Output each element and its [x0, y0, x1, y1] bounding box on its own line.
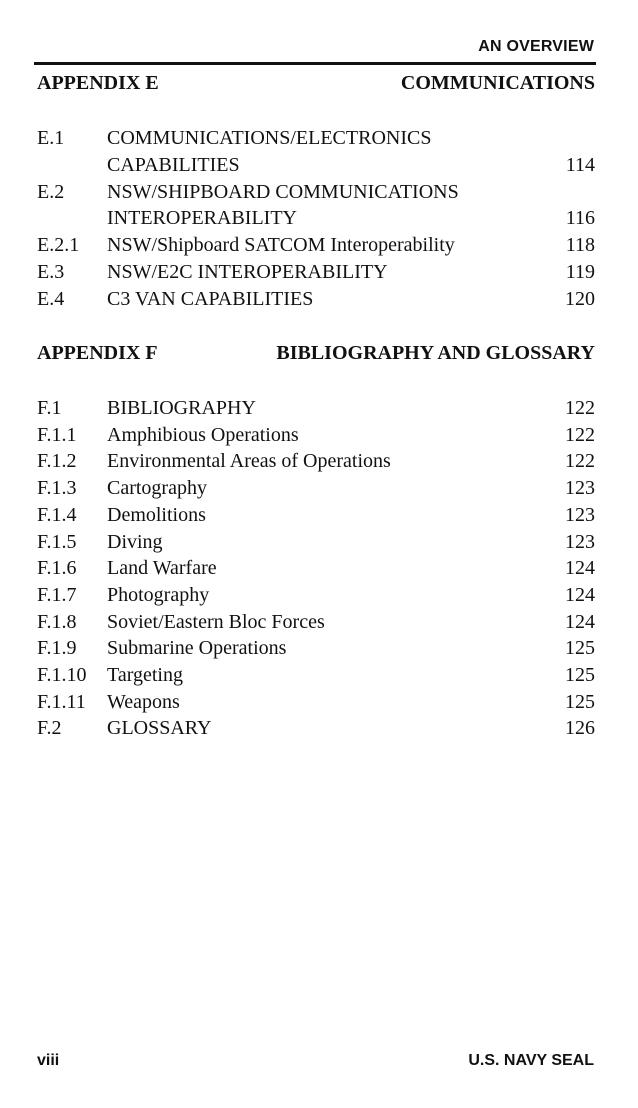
entry-title: Amphibious Operations [107, 423, 299, 446]
entry-page: 122 [565, 423, 595, 446]
entry-page: 125 [565, 690, 595, 713]
entry-title: Demolitions [107, 503, 206, 526]
entry-title: GLOSSARY [107, 717, 212, 740]
entry-page: 125 [565, 637, 595, 660]
toc-entry[interactable] [37, 259, 595, 286]
toc-entry[interactable] [37, 635, 595, 662]
toc-entry[interactable] [37, 529, 595, 556]
entry-title: NSW/SHIPBOARD COMMUNICATIONS INTEROPERABILITY [107, 180, 459, 230]
toc-entry[interactable] [37, 395, 595, 422]
toc-entry[interactable] [37, 715, 595, 742]
entry-number: F.1.5 [37, 530, 77, 553]
toc-entry[interactable] [37, 662, 595, 689]
appendix-e-label: APPENDIX E [37, 72, 159, 94]
entry-title: Environmental Areas of Operations [107, 450, 391, 473]
entry-page: 123 [565, 477, 595, 500]
entry-page: 122 [565, 397, 595, 419]
entry-title: Diving [107, 530, 163, 553]
entry-title: Cartography [107, 477, 207, 500]
entry-number: F.1.7 [37, 583, 77, 606]
toc-entry[interactable] [37, 689, 595, 716]
appendix-f-contents [37, 395, 595, 742]
appendix-f-title: BIBLIOGRAPHY AND GLOSSARY [276, 342, 595, 364]
book-title: U.S. NAVY SEAL [468, 1052, 594, 1069]
toc-entry[interactable] [37, 609, 595, 636]
entry-page: 124 [565, 610, 595, 633]
appendix-e-heading [37, 72, 595, 95]
entry-page: 116 [565, 207, 595, 230]
entry-page: 125 [565, 664, 595, 687]
entry-number: F.1.4 [37, 503, 77, 526]
page-number: viii [37, 1052, 60, 1069]
entry-title: Submarine Operations [107, 637, 287, 660]
entry-number: F.1.6 [37, 557, 77, 580]
entry-number: F.1.3 [37, 477, 77, 500]
entry-title: C3 VAN CAPABILITIES [107, 287, 314, 310]
toc-entry[interactable] [37, 555, 595, 582]
entry-page: 118 [565, 234, 595, 257]
entry-number: F.1.2 [37, 450, 77, 473]
toc-entry[interactable] [37, 475, 595, 502]
entry-title: Targeting [107, 664, 183, 687]
toc-entry[interactable] [37, 125, 595, 179]
entry-number: F.1.11 [37, 690, 86, 713]
entry-number: E.1 [37, 127, 65, 149]
toc-entry[interactable] [37, 502, 595, 529]
toc-entry[interactable] [37, 286, 595, 313]
appendix-e-contents [37, 125, 595, 313]
appendix-f-label: APPENDIX F [37, 342, 158, 364]
toc-entry[interactable] [37, 232, 595, 259]
toc-entry[interactable] [37, 179, 595, 233]
entry-number: E.2.1 [37, 234, 80, 257]
entry-page: 123 [565, 530, 595, 553]
entry-number: F.1.1 [37, 423, 77, 446]
entry-page: 124 [565, 583, 595, 606]
appendix-f-heading [37, 342, 595, 365]
header-rule [34, 62, 596, 65]
entry-page: 120 [565, 287, 595, 310]
entry-number: F.1.10 [37, 664, 87, 687]
entry-page: 119 [565, 260, 595, 283]
entry-number: F.1.8 [37, 610, 77, 633]
entry-number: F.2 [37, 717, 62, 740]
toc-entry[interactable] [37, 448, 595, 475]
entry-title: Soviet/Eastern Bloc Forces [107, 610, 325, 633]
toc-entry[interactable] [37, 582, 595, 609]
entry-page: 114 [565, 153, 595, 176]
entry-number: E.4 [37, 287, 65, 310]
entry-title: Weapons [107, 690, 180, 713]
entry-title: Land Warfare [107, 557, 217, 580]
entry-page: 124 [565, 557, 595, 580]
entry-title: NSW/Shipboard SATCOM Interoperability [107, 234, 455, 257]
entry-number: E.3 [37, 260, 65, 283]
entry-number: F.1 [37, 397, 62, 419]
appendix-e-title: COMMUNICATIONS [400, 72, 595, 94]
entry-page: 122 [565, 450, 595, 473]
toc-entry[interactable] [37, 422, 595, 449]
entry-title: NSW/E2C INTEROPERABILITY [107, 260, 388, 283]
entry-title: Photography [107, 583, 210, 606]
running-head: AN OVERVIEW [478, 38, 594, 55]
entry-page: 123 [565, 503, 595, 526]
entry-page: 126 [565, 717, 595, 740]
entry-number: E.2 [37, 180, 65, 203]
entry-title: BIBLIOGRAPHY [107, 397, 256, 419]
entry-number: F.1.9 [37, 637, 77, 660]
entry-title: COMMUNICATIONS/ELECTRONICS CAPABILITIES [107, 127, 432, 176]
